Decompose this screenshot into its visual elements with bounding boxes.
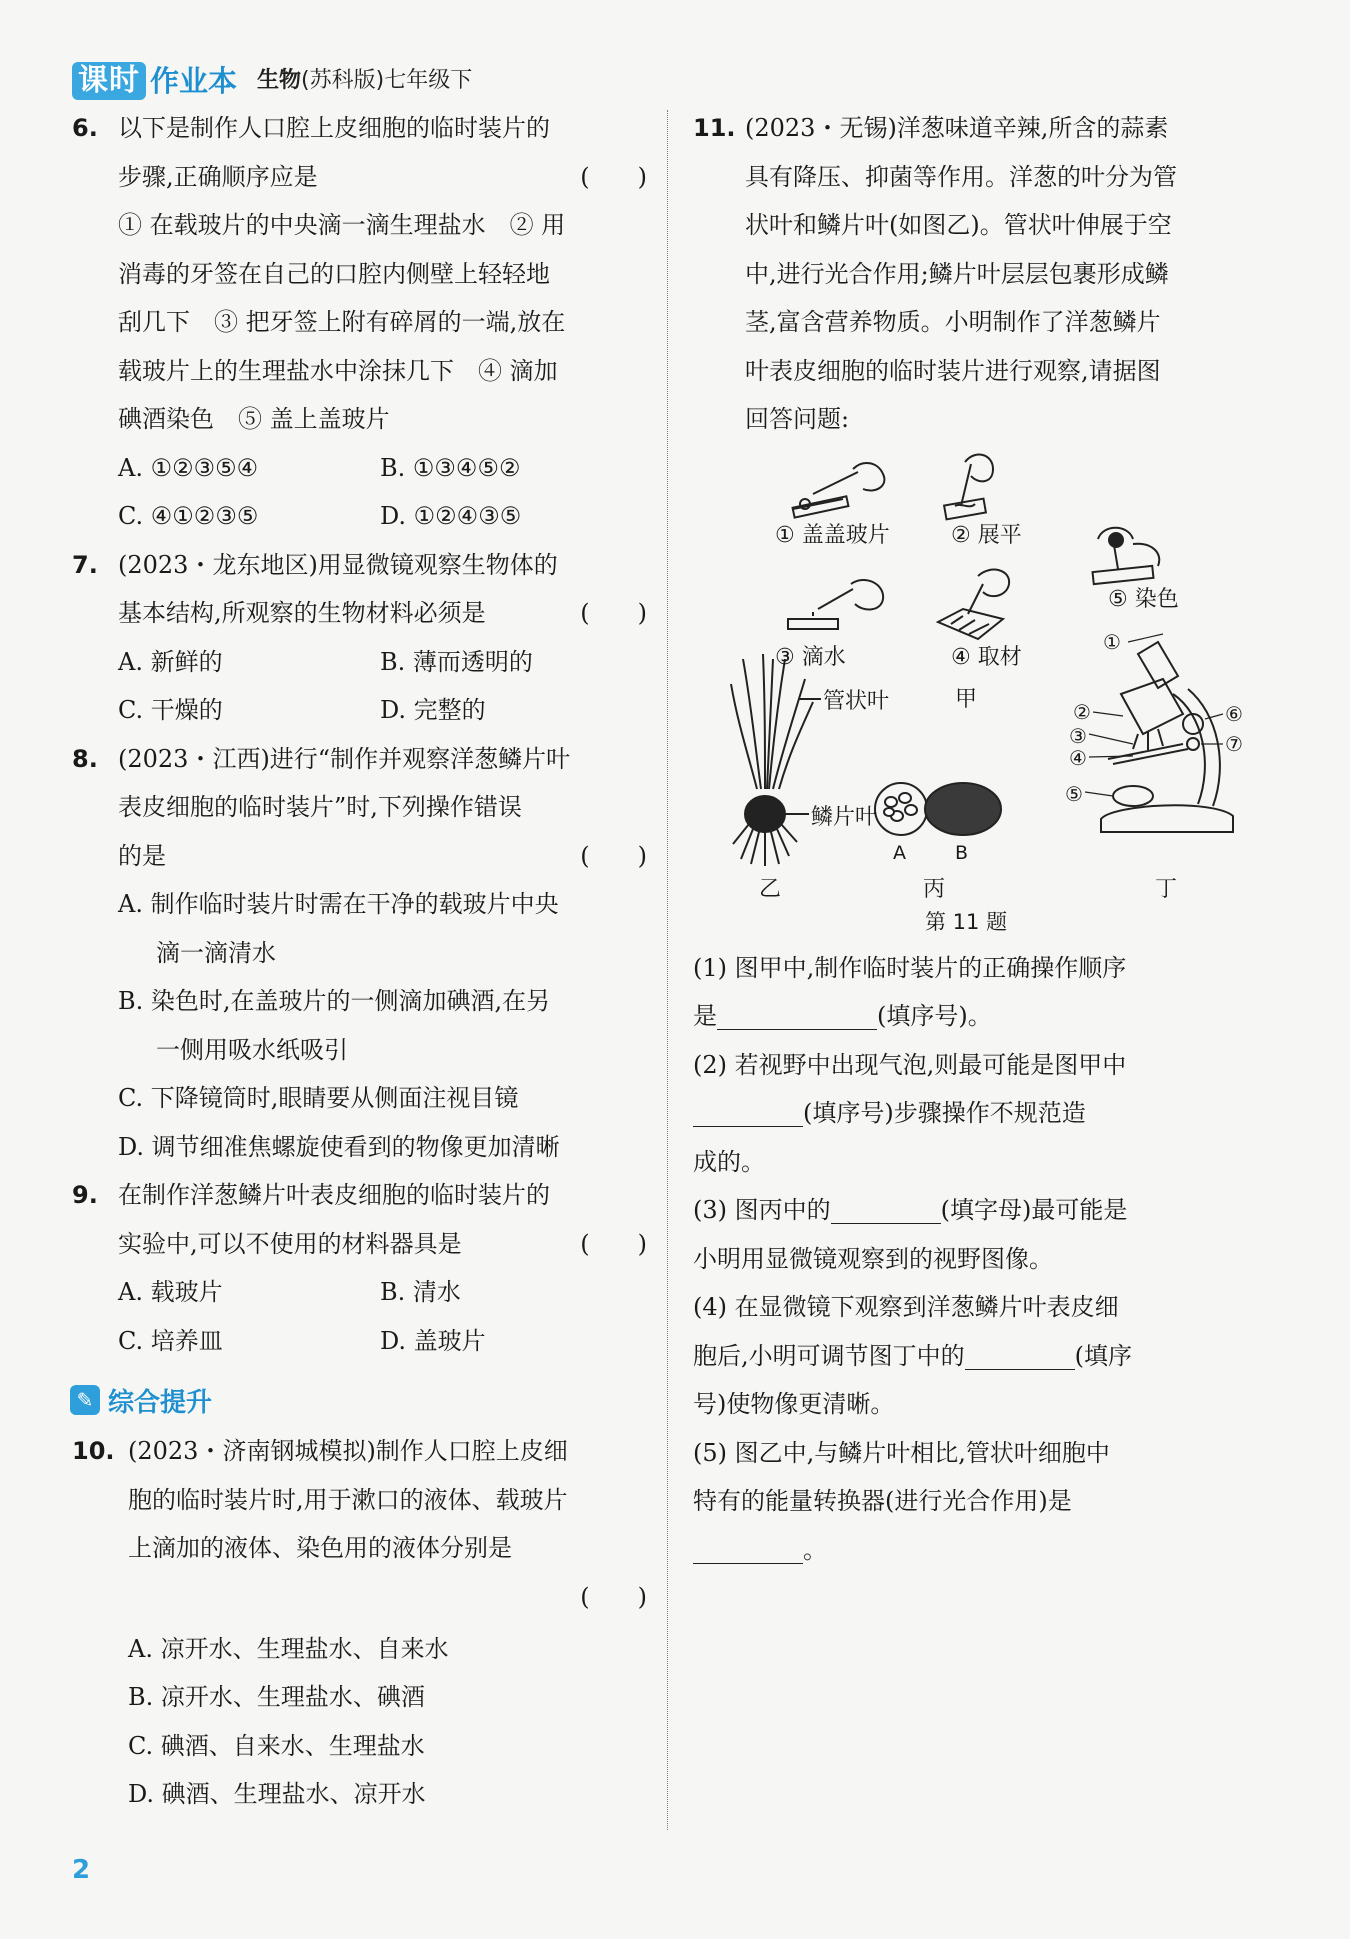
page-header: [72, 52, 472, 100]
pencil-icon: ✎: [70, 1385, 100, 1415]
q8-line-2: [72, 832, 647, 881]
microscope-drawing: [1085, 634, 1233, 832]
s1-text-a: 是: [693, 1002, 717, 1030]
q9-text-0: 在制作洋葱鳞片叶表皮细胞的临时装片的: [118, 1181, 550, 1209]
label-scale-leaf: 鳞片叶: [811, 804, 878, 830]
q8-option-b-cont: 一侧用吸水纸吸引: [156, 1035, 348, 1064]
q6-answer-paren[interactable]: ( ): [580, 162, 647, 191]
question-6: [72, 104, 647, 541]
s3-answer-blank[interactable]: [831, 1193, 941, 1224]
s5-answer-blank[interactable]: [693, 1533, 803, 1564]
q9-option-c[interactable]: C. 培养皿: [118, 1326, 223, 1355]
q6-options-row-1: [72, 444, 647, 493]
step5-stain-drawing: [1093, 527, 1160, 583]
q6-option-a[interactable]: A. ①②③⑤④: [118, 453, 259, 482]
q8-option-a-cont: 滴一滴清水: [156, 938, 276, 967]
s2-line-0: (2) 若视野中出现气泡,则最可能是图甲中: [693, 1050, 1127, 1079]
q9-options-row-2: [72, 1317, 647, 1366]
step4-take-material-drawing: [938, 569, 1009, 638]
s2-answer-blank[interactable]: [693, 1096, 803, 1127]
q7-line-0: [72, 541, 647, 590]
q6-line-0: [72, 104, 647, 153]
q10-line-2: 上滴加的液体、染色用的液体分别是: [128, 1534, 512, 1562]
step1-cover-slip-drawing: [793, 462, 885, 517]
q10-paren-line: [72, 1573, 647, 1621]
question-7: [72, 541, 647, 735]
q7-option-c[interactable]: C. 干燥的: [118, 696, 223, 724]
q7-line-1: [72, 589, 647, 638]
microscope-part-3: ③: [1069, 723, 1087, 748]
q8-option-c[interactable]: C. 下降镜筒时,眼睛要从侧面注视目镜: [118, 1084, 519, 1112]
q6-line-1: [72, 153, 647, 202]
q11-line-0: [693, 104, 1263, 153]
s3-text-b: (填字母)最可能是: [940, 1196, 1128, 1224]
q8-text-2: 的是: [118, 841, 166, 870]
s4-text-b: (填序: [1074, 1341, 1133, 1370]
left-column: [72, 104, 647, 1819]
s5-line-2: [693, 1526, 1263, 1575]
s5-line-0: (5) 图乙中,与鳞片叶相比,管状叶细胞中: [693, 1438, 1110, 1467]
step-label-4: ④ 取材: [951, 644, 1022, 670]
figure-jia-label: 甲: [955, 686, 978, 712]
q11-line-2: 状叶和鳞片叶(如图乙)。管状叶伸展于空: [745, 211, 1172, 239]
q6-option-b[interactable]: B. ①③④⑤②: [380, 453, 521, 482]
figure-yi-label: 乙: [759, 876, 782, 902]
microscope-part-7: ⑦: [1225, 731, 1243, 756]
q9-answer-paren[interactable]: ( ): [580, 1229, 647, 1258]
q6-text-0: 以下是制作人口腔上皮细胞的临时装片的: [118, 114, 550, 142]
view-a-label: A: [893, 841, 906, 864]
s1-text-b: (填序号)。: [877, 1002, 992, 1030]
q11-line-3: 中,进行光合作用;鳞片叶层层包裹形成鳞: [745, 259, 1169, 288]
q10-text-0: (2023・济南钢城模拟)制作人口腔上皮细: [128, 1437, 568, 1465]
q10-answer-paren[interactable]: ( ): [580, 1582, 647, 1611]
question-8: [72, 735, 647, 1172]
microscope-part-5: ⑤: [1065, 781, 1083, 806]
section-header: [70, 1379, 647, 1421]
microscope-part-2: ②: [1073, 699, 1091, 724]
q11-subquestions: [693, 944, 1263, 1575]
onion-drawing: [731, 654, 821, 866]
microscope-part-4: ④: [1069, 745, 1087, 770]
subject-title: [257, 62, 472, 100]
q6-line-3: 消毒的牙签在自己的口腔内侧壁上轻轻地: [118, 259, 550, 288]
section-title: 综合提升: [108, 1387, 213, 1418]
q7-options-row-1: [72, 638, 647, 687]
logo-box: 课时: [72, 62, 146, 100]
microscope-views-drawing: [875, 783, 1001, 835]
s3-text-a: (3) 图丙中的: [693, 1196, 831, 1224]
q9-line-0: [72, 1171, 647, 1220]
q7-number: 7.: [72, 550, 98, 579]
q10-option-c[interactable]: C. 碘酒、自来水、生理盐水: [128, 1731, 425, 1760]
q7-answer-paren[interactable]: ( ): [580, 599, 647, 627]
q7-option-d[interactable]: D. 完整的: [380, 696, 486, 724]
q6-options-row-2: [72, 492, 647, 541]
q8-option-b[interactable]: B. 染色时,在盖玻片的一侧滴加碘酒,在另: [118, 987, 551, 1015]
q11-text-0: (2023・无锡)洋葱味道辛辣,所含的蒜素: [745, 114, 1169, 142]
q7-options-row-2: [72, 686, 647, 735]
q6-line-4: 刮几下 ③ 把牙签上附有碎屑的一端,放在: [118, 308, 566, 336]
q8-number: 8.: [72, 744, 98, 773]
s4-line-1: [693, 1332, 1263, 1381]
q8-line-0: [72, 735, 647, 784]
q10-line-1: 胞的临时装片时,用于漱口的液体、载玻片: [128, 1485, 568, 1514]
q10-number: 10.: [72, 1437, 115, 1465]
figure-caption: 第 11 题: [925, 909, 1008, 934]
q8-option-d[interactable]: D. 调节细准焦螺旋使看到的物像更加清晰: [118, 1132, 560, 1161]
q8-answer-paren[interactable]: ( ): [580, 841, 647, 870]
q11-line-1: 具有降压、抑菌等作用。洋葱的叶分为管: [745, 162, 1177, 191]
q10-option-b[interactable]: B. 凉开水、生理盐水、碘酒: [128, 1683, 425, 1711]
q7-option-b[interactable]: B. 薄而透明的: [380, 647, 533, 676]
question-10: [72, 1427, 647, 1819]
s4-line-0: (4) 在显微镜下观察到洋葱鳞片叶表皮细: [693, 1293, 1119, 1321]
question-9: [72, 1171, 647, 1365]
question-11: [693, 104, 1263, 444]
step-label-5: ⑤ 染色: [1108, 586, 1179, 612]
q6-line-5: 载玻片上的生理盐水中涂抹几下 ④ 滴加: [118, 356, 558, 385]
step-label-3: ③ 滴水: [775, 644, 846, 670]
step-label-1: ① 盖盖玻片: [775, 522, 890, 548]
s5-line-1: 特有的能量转换器(进行光合作用)是: [693, 1487, 1072, 1515]
q9-option-d[interactable]: D. 盖玻片: [380, 1326, 486, 1355]
s1-line-1: [693, 992, 1263, 1041]
s4-text-a: 胞后,小明可调节图丁中的: [693, 1341, 965, 1370]
q7-text-1: 基本结构,所观察的生物材料必须是: [118, 599, 486, 627]
column-divider: [667, 110, 668, 1830]
q11-line-5: 叶表皮细胞的临时装片进行观察,请据图: [745, 356, 1161, 385]
q6-line-2: ① 在载玻片的中央滴一滴生理盐水 ② 用: [118, 211, 566, 239]
q7-text-0: (2023・龙东地区)用显微镜观察生物体的: [118, 550, 558, 579]
q11-figure: [693, 444, 1263, 1004]
q10-option-d[interactable]: D. 碘酒、生理盐水、凉开水: [128, 1780, 426, 1808]
q9-option-a[interactable]: A. 载玻片: [118, 1278, 223, 1306]
s1-answer-blank[interactable]: [717, 999, 877, 1030]
s3-line-0: [693, 1186, 1263, 1235]
q6-text-1: 步骤,正确顺序应是: [118, 162, 318, 191]
label-tubular-leaf: 管状叶: [823, 688, 890, 714]
s5-text-a: 。: [803, 1535, 827, 1564]
logo-text: 作业本: [150, 64, 238, 98]
q11-line-6: 回答问题:: [745, 405, 850, 433]
q6-line-6: 碘酒染色 ⑤ 盖上盖玻片: [118, 405, 390, 433]
s2-line-2: 成的。: [693, 1147, 765, 1176]
s3-line-1: 小明用显微镜观察到的视野图像。: [693, 1244, 1053, 1273]
q8-option-a[interactable]: A. 制作临时装片时需在干净的载玻片中央: [118, 890, 559, 918]
q8-text-0: (2023・江西)进行“制作并观察洋葱鳞片叶: [118, 744, 571, 773]
q11-number: 11.: [693, 114, 736, 142]
subject-rest: (苏科版)七年级下: [301, 68, 473, 93]
q6-option-d[interactable]: D. ①②④③⑤: [380, 502, 522, 530]
microscope-part-1: ①: [1103, 629, 1121, 654]
q9-options-row-1: [72, 1268, 647, 1317]
q10-line-0: [72, 1427, 647, 1476]
q8-line-1: 表皮细胞的临时装片”时,下列操作错误: [118, 793, 522, 821]
step2-flatten-drawing: [944, 454, 993, 519]
right-column: [693, 104, 1263, 1574]
q11-line-4: 茎,富含营养物质。小明制作了洋葱鳞片: [745, 308, 1161, 336]
view-b-label: B: [955, 841, 969, 864]
figure-bing-label: 丙: [923, 876, 946, 902]
q6-number: 6.: [72, 114, 98, 142]
q10-option-a[interactable]: A. 凉开水、生理盐水、自来水: [128, 1634, 449, 1663]
step-label-2: ② 展平: [951, 522, 1022, 548]
figure-ding-label: 丁: [1155, 876, 1178, 902]
s2-line-1: [693, 1089, 1263, 1138]
q9-text-1: 实验中,可以不使用的材料器具是: [118, 1229, 462, 1258]
page-number: 2: [72, 1855, 91, 1885]
q9-option-b[interactable]: B. 清水: [380, 1278, 461, 1306]
s4-line-2: 号)使物像更清晰。: [693, 1390, 895, 1418]
logo: [72, 62, 237, 100]
s2-text-a: (填序号)步骤操作不规范造: [803, 1099, 1086, 1127]
subject-bold: 生物: [257, 68, 302, 93]
s1-line-0: (1) 图甲中,制作临时装片的正确操作顺序: [693, 953, 1127, 982]
q6-option-c[interactable]: C. ④①②③⑤: [118, 502, 259, 530]
microscope-part-6: ⑥: [1225, 701, 1243, 726]
s4-answer-blank[interactable]: [965, 1339, 1075, 1370]
q9-line-1: [72, 1220, 647, 1269]
step3-drip-drawing: [788, 579, 883, 628]
q9-number: 9.: [72, 1181, 98, 1209]
q7-option-a[interactable]: A. 新鲜的: [118, 647, 223, 676]
